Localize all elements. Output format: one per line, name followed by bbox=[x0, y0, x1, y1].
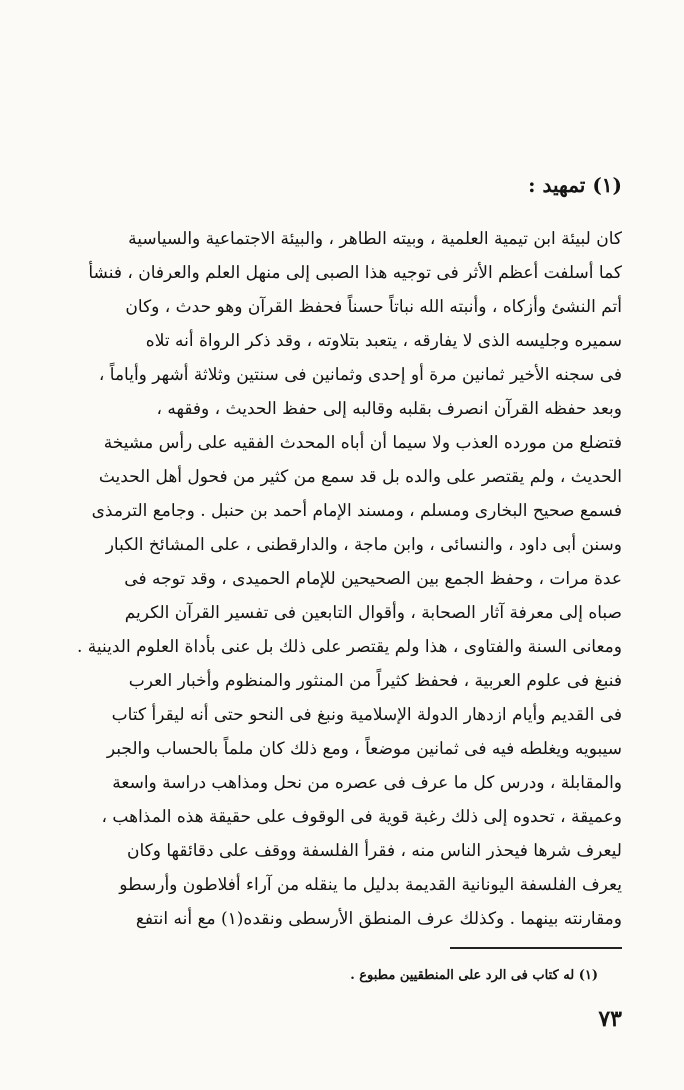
text-line: سميره وجليسه الذى لا يفارقه ، يتعبد بتلاوته ، وقد ذكر الرواة أنه تلاه bbox=[145, 331, 622, 351]
text-line: عدة مرات ، وحفظ الجمع بين الصحيحين للإمام الحميدى ، وقد توجه فى bbox=[124, 569, 622, 589]
text-line: والمقابلة ، ودرس كل ما عرف فى عصره من نحل ومذاهب دراسة واسعة bbox=[112, 773, 622, 793]
text-line: وعميقة ، تحدوه إلى ذلك رغبة قوية فى الوقوف على حقيقة هذه المذاهب ، bbox=[101, 807, 622, 827]
text-line: ليعرف شرها فيحذر الناس منه ، فقرأ الفلسفة ووقف على دقائقها وكان bbox=[126, 841, 622, 861]
page-number: ٧٣ bbox=[598, 1006, 622, 1032]
text-line: صباه إلى معرفة آثار الصحابة ، وأقوال التابعين فى تفسير القرآن الكريم bbox=[124, 603, 622, 623]
footnote-divider bbox=[450, 947, 622, 949]
text-line: كان لبيئة ابن تيمية العلمية ، وبيته الطاهر ، والبيئة الاجتماعية والسياسية bbox=[128, 229, 622, 249]
text-line: أتم النشئ وأزكاه ، وأنبته الله نباتاً حسناً فحفظ القرآن وهو حدث ، وكان bbox=[125, 297, 622, 317]
section-heading: (١) تمهيد : bbox=[528, 173, 622, 197]
text-line: كما أسلفت أعظم الأثر فى توجيه هذا الصبى إلى منهل العلم والعرفان ، فنشأ bbox=[88, 263, 622, 283]
body-text bbox=[70, 222, 622, 936]
text-line: ومعانى السنة والفتاوى ، هذا ولم يقتصر على ذلك بل عنى بأداة العلوم الدينية . bbox=[76, 637, 622, 657]
text-line: فنبغ فى علوم العربية ، فحفظ كثيراً من المنثور والمنظوم وأخبار العرب bbox=[128, 671, 622, 691]
text-line: فى القديم وأيام ازدهار الدولة الإسلامية ونبغ فى النحو حتى أنه ليقرأ كتاب bbox=[111, 705, 622, 725]
text-line: وسنن أبى داود ، والنسائى ، وابن ماجة ، والدارقطنى ، على المشائخ الكبار bbox=[105, 535, 622, 555]
footnote: (١) له كتاب فى الرد على المنطقيين مطبوع . bbox=[350, 968, 598, 983]
text-line: وبعد حفظه القرآن انصرف بقلبه وقالبه إلى حفظ الحديث ، وفقهه ، bbox=[156, 399, 622, 419]
text-line: فسمع صحيح البخارى ومسلم ، ومسند الإمام أحمد بن حنبل . وجامع الترمذى bbox=[91, 501, 622, 521]
text-line: الحديث ، ولم يقتصر على والده بل قد سمع من كثير من فحول أهل الحديث bbox=[98, 467, 622, 487]
text-line: فى سجنه الأخير ثمانين مرة أو إحدى وثمانين فى سنتين وثلاثة أشهر وأياماً ، bbox=[98, 365, 622, 385]
text-line: فتضلع من مورده العذب ولا سيما أن أباه المحدث الفقيه على رأس مشيخة bbox=[103, 433, 622, 453]
text-line: يعرف الفلسفة اليونانية القديمة بدليل ما ينقله من آراء أفلاطون وأرسطو bbox=[119, 875, 622, 895]
text-line: سيبويه ويغلطه فيه فى ثمانين موضعاً ، ومع ذلك كان ملماً بالحساب والجبر bbox=[106, 739, 622, 759]
text-line: ومقارنته بينهما . وكذلك عرف المنطق الأرسطى ونقده(١) مع أنه انتفع bbox=[135, 909, 622, 929]
